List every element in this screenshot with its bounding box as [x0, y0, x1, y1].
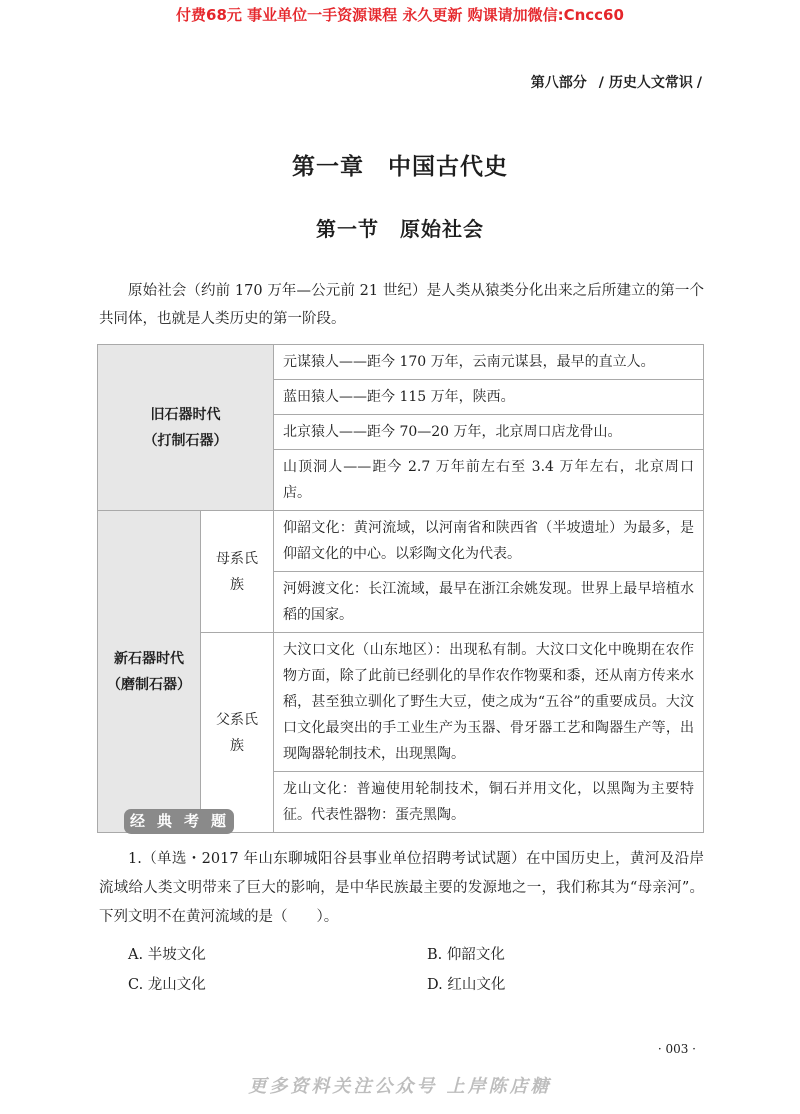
table-cell: 仰韶文化：黄河流域，以河南省和陕西省（半坡遗址）为最多，是仰韶文化的中心。以彩陶文化为代表。: [274, 511, 704, 572]
topic-label: 历史人文常识: [608, 75, 693, 91]
option-c: C. 龙山文化: [128, 977, 206, 993]
header-divider: /: [598, 75, 604, 91]
table-cell: 大汶口文化（山东地区）：出现私有制。大汶口文化中晚期在农作物方面，除了此前已经驯化的旱作农作物粟和黍，还从南方传来水稻，甚至独立驯化了野生大豆，使之成为“五谷”的重要成员。大汶口文化最突出的手工业生产为玉器、骨牙器工艺和陶器生产等，出现陶器轮制技术，出现黑陶。: [274, 633, 704, 772]
part-label: 第八部分: [530, 75, 587, 91]
paleolithic-cell: [98, 345, 274, 511]
promo-banner: 付费68元 事业单位一手资源课程 永久更新 购课请加微信:Cncc60: [176, 6, 624, 24]
table-row: [98, 345, 704, 380]
chapter-title: 第一章 中国古代史: [292, 153, 508, 180]
exam-tag-char: 典: [156, 812, 172, 830]
exam-tag-char: 考: [183, 812, 199, 830]
patriarchal-label: 父系氏族: [201, 633, 274, 833]
table-cell: 北京猿人——距今 70—20 万年，北京周口店龙骨山。: [274, 415, 704, 450]
option-a: A. 半坡文化: [128, 947, 206, 963]
exam-tag-char: 题: [210, 812, 226, 830]
era-sub: （打制石器）: [143, 432, 228, 449]
table-cell: 元谋猿人——距今 170 万年，云南元谋县，最早的直立人。: [274, 345, 704, 380]
footer-watermark: 更多资料关注公众号 上岸陈店糖: [248, 1076, 552, 1097]
exam-tag-char: 经: [129, 812, 145, 830]
neolithic-cell: [98, 511, 201, 833]
question-text: 1.（单选・2017 年山东聊城阳谷县事业单位招聘考试试题）在中国历史上，黄河及沿岸流域给人类文明带来了巨大的影响，是中华民族最主要的发源地之一，我们称其为“母亲河”。下列文明不在黄河流域的是（ ）。: [99, 851, 704, 925]
table-cell: 龙山文化：普遍使用轮制技术，铜石并用文化，以黑陶为主要特征。代表性器物：蛋壳黑陶。: [274, 772, 704, 833]
era-name: 旧石器时代: [150, 406, 221, 423]
intro-paragraph: 原始社会（约前 170 万年—公元前 21 世纪）是人类从猿类分化出来之后所建立的第一个共同体，也就是人类历史的第一阶段。: [99, 283, 704, 327]
table-cell: 河姆渡文化：长江流域，最早在浙江余姚发现。世界上最早培植水稻的国家。: [274, 572, 704, 633]
table-cell: 蓝田猿人——距今 115 万年，陕西。: [274, 380, 704, 415]
header-divider-end: /: [696, 75, 702, 91]
running-header: [531, 72, 702, 92]
option-b: B. 仰韶文化: [427, 947, 505, 963]
era-name: 新石器时代: [114, 650, 184, 667]
table-row: [98, 511, 704, 572]
page-number: · 003 ·: [657, 1042, 696, 1056]
section-title: 第一节 原始社会: [316, 217, 484, 241]
exam-tag: [124, 809, 234, 834]
prehistory-table: [97, 344, 704, 833]
matriarchal-label: 母系氏族: [201, 511, 274, 633]
era-sub: （磨制石器）: [107, 676, 191, 693]
option-d: D. 红山文化: [427, 977, 506, 993]
table-cell: 山顶洞人——距今 2.7 万年前左右至 3.4 万年左右，北京周口店。: [274, 450, 704, 511]
